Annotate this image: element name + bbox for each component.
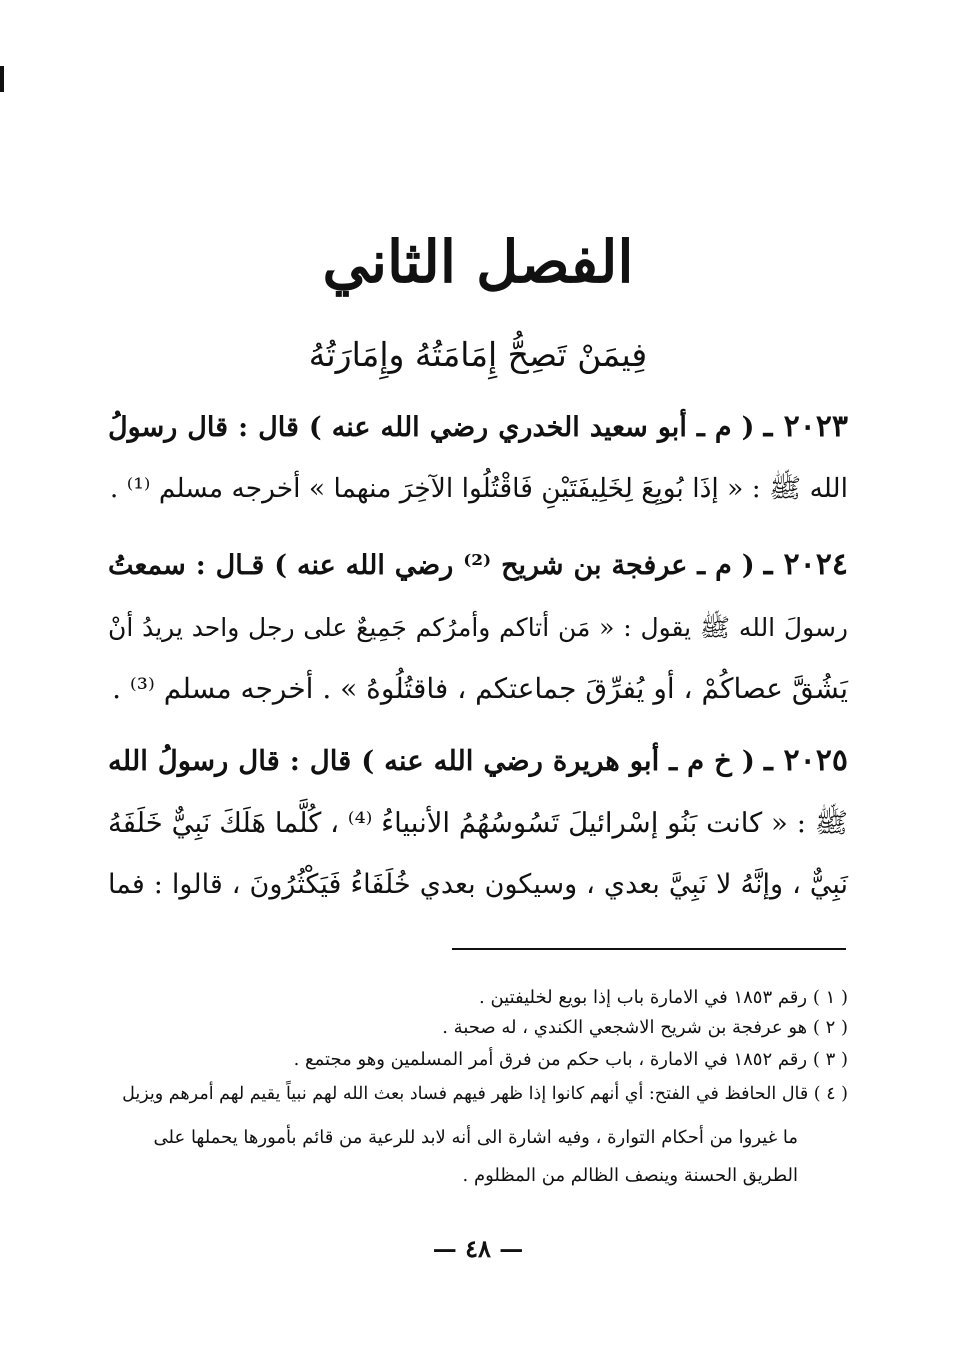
hadith-2025-line-2: ﷺ : « كانت بَنُو إسْرائيلَ تَسُوسُهُمُ الأنبياءُ ⁽⁴⁾ ، كُلَّما هَلَكَ نَبِيٌّ خَلَفَهُ (108, 807, 848, 839)
hadith-2024-line-1 (108, 542, 848, 589)
footnote-4-continued: الطريق الحسنة وينصف الظالم من المظلوم . (462, 1165, 798, 1186)
hadith-number: ٢٠٢٤ ـ (763, 547, 848, 582)
footnote-2: ( ٢ ) هو عرفجة بن شريح الاشجعي الكندي ، له صحبة . (442, 1017, 848, 1038)
footnote-4-continued: ما غيروا من أحكام التوارة ، وفيه اشارة الى أنه لابد للرعية من قائم بأمورها يحملها على (153, 1127, 798, 1148)
hadith-2023-line-1 (108, 404, 848, 451)
hadith-number: ٢٠٢٣ ـ (763, 409, 849, 444)
hadith-2024-line-3: يَشُقَّ عصاكُمْ ، أو يُفرِّقَ جماعتكم ، فاقتُلُوهُ » . أخرجه مسلم ⁽³⁾ . (112, 672, 848, 705)
chapter-title: الفصل الثاني (322, 228, 634, 296)
hadith-2025-line-3: نَبِيٌّ ، وإنَّهُ لا نَبِيَّ بعدي ، وسيكون بعدي خُلَفَاءُ فَيَكْثُرُونَ ، قالوا : فما (108, 869, 848, 900)
hadith-number: ٢٠٢٥ ـ (763, 743, 848, 778)
hadith-2023-line-2: الله ﷺ : « إذَا بُويِعَ لِخَلِيفَتَيْنِ فَاقْتُلُوا الآخِرَ منهما » أخرجه مسلم ⁽¹⁾ . (109, 473, 848, 504)
page-number: — ٤٨ — (432, 1234, 524, 1263)
footnote-1: ( ١ ) رقم ١٨٥٣ في الامارة باب إذا بويع لخليفتين . (479, 987, 848, 1008)
hadith-narration: ( خ م ـ أبو هريرة رضي الله عنه ) قال : قال رسولُ الله (108, 745, 755, 777)
hadith-2024-line-2: رسولَ الله ﷺ يقول : « مَن أتاكم وأمرُكم جَمِيعٌ على رجل واحد يريدُ أنْ (108, 613, 848, 642)
footnote-4: ( ٤ ) قال الحافظ في الفتح: أي أنهم كانوا إذا ظهر فيهم فساد بعث الله لهم نبياً يقيم لهم أمرهم ويزيل (122, 1084, 848, 1104)
scan-edge-mark (0, 66, 4, 92)
footnote-divider (452, 948, 846, 950)
hadith-narration: ( م ـ أبو سعيد الخدري رضي الله عنه ) قال : قال رسولُ (108, 412, 755, 443)
hadith-narration: ( م ـ عرفجة بن شريح ⁽²⁾ رضي الله عنه ) قـال : سمعتُ (108, 550, 755, 581)
hadith-2025-line-1 (108, 738, 848, 784)
chapter-subtitle: فِيمَنْ تَصِحُّ إِمَامَتُهُ وإِمَارَتُهُ (308, 335, 648, 374)
footnote-3: ( ٣ ) رقم ١٨٥٢ في الامارة ، باب حكم من فرق أمر المسلمين وهو مجتمع . (293, 1049, 848, 1070)
